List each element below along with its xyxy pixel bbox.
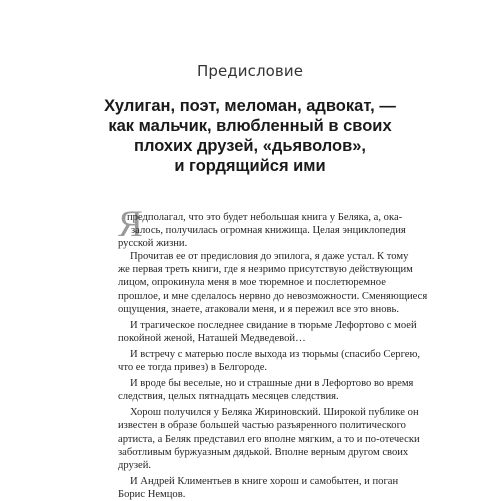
paragraph-line: Прочитав ее от предисловия до эпилога, я даже устал. К тому bbox=[130, 251, 409, 263]
paragraph-line: следствия, целых пятнадцать месяцев следствия. bbox=[118, 391, 339, 403]
paragraph-line: покойной женой, Наташей Медведевой… bbox=[118, 332, 306, 344]
paragraph-line: И вроде бы веселые, но и страшные дни в Лефортово во время bbox=[130, 378, 414, 390]
paragraph-line: прошлое, и мне сделалось нервно до невозможности. Сменяющиеся bbox=[118, 290, 428, 302]
heading-line: как мальчик, влюбленный в своих bbox=[108, 117, 392, 135]
paragraph-line: залось, получилась огромная книжища. Целая энциклопедия bbox=[131, 225, 406, 237]
paragraph-line: русской жизни. bbox=[118, 238, 188, 250]
paragraph-line: лицом, опрокинула меня в мое тюремное и послетюремное bbox=[118, 277, 386, 289]
paragraph-line: известен в образе большей частью разъяренного политического bbox=[118, 420, 406, 432]
paragraph-line: ощущения, знаете, атаковали меня, и я пережил все это вновь. bbox=[118, 303, 399, 315]
body-text bbox=[118, 204, 428, 501]
paragraph-line: И Андрей Климентьев в книге хорош и самобытен, и поган bbox=[130, 475, 399, 487]
drop-cap: Я bbox=[118, 204, 143, 245]
paragraph-line: что ее тогда привез) в Белгороде. bbox=[118, 362, 268, 374]
paragraph-line: друзей. bbox=[118, 459, 152, 471]
paragraph-line: Борис Немцов. bbox=[118, 488, 186, 500]
heading-line: плохих друзей, «дьяволов», bbox=[133, 137, 366, 155]
section-title: Предисловие bbox=[196, 62, 304, 80]
paragraph-line: предполагал, что это будет небольшая книга у Беляка, а, ока- bbox=[127, 212, 403, 223]
paragraph-line: И встречу с матерью после выхода из тюрьмы (спасибо Сергею, bbox=[130, 348, 421, 360]
paragraph-line: артиста, а Беляк представил его вполне мягким, а то и по-отечески bbox=[118, 433, 420, 445]
chapter-heading bbox=[100, 96, 400, 176]
heading-line: Хулиган, поэт, меломан, адвокат, — bbox=[104, 97, 396, 115]
paragraph-line: заботливым буржуазным дядькой. Вполне верным другом своих bbox=[118, 446, 409, 458]
paragraph-line: же первая треть книги, где я незримо присутствую действующим bbox=[118, 264, 413, 276]
heading-line: и гордящийся ими bbox=[174, 157, 326, 175]
paragraph-line: Хорош получился у Беляка Жириновский. Широкой публике он bbox=[130, 407, 419, 419]
paragraph-line: И трагическое последнее свидание в тюрьме Лефортово с моей bbox=[130, 319, 417, 331]
